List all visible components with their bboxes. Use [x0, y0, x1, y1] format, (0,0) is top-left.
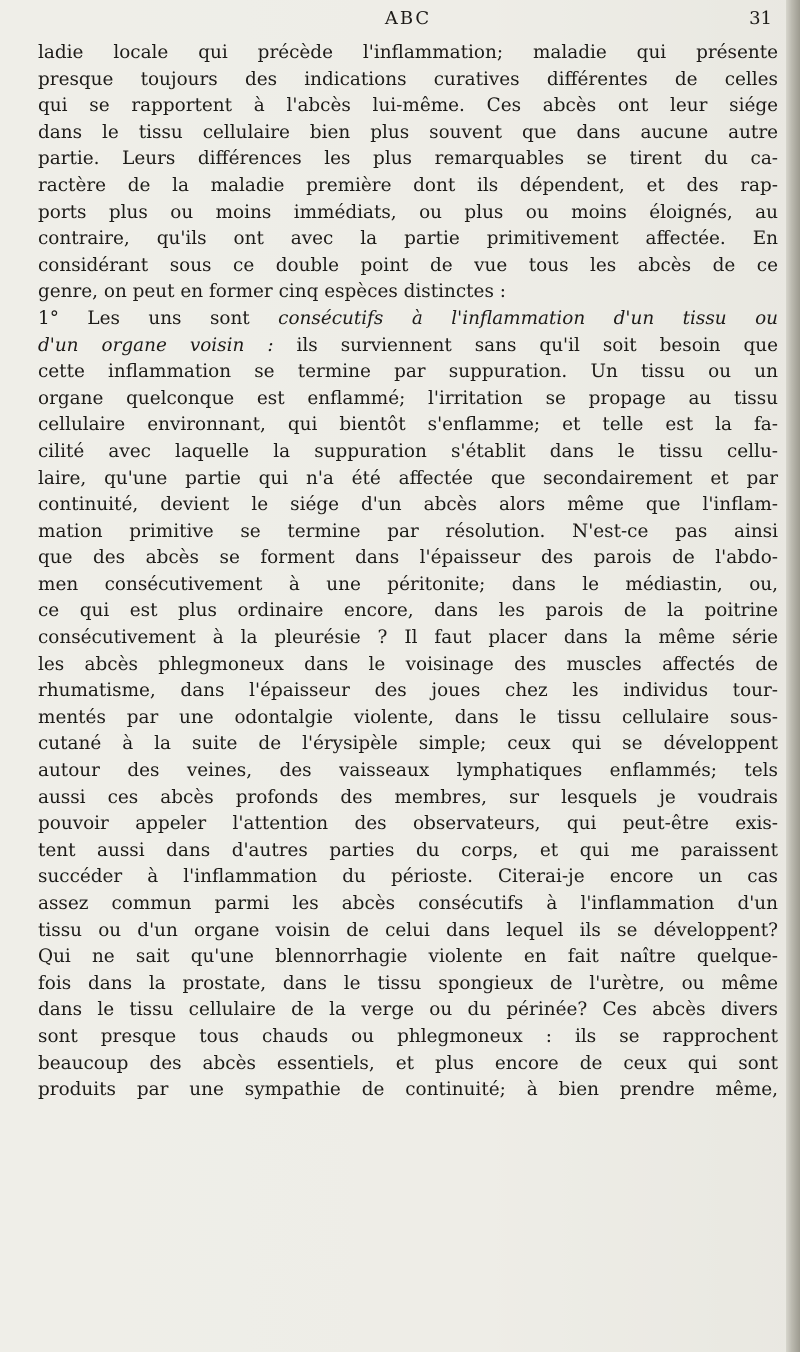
text-segment: ils surviennent sans qu'il soit besoin que: [273, 334, 779, 356]
text-line: mentés par une odontalgie violente, dans le tissu cellulaire sous-: [38, 706, 778, 728]
text-line: tent aussi dans d'autres parties du corps, et qui me paraissent: [38, 839, 778, 861]
page-number: 31: [749, 8, 772, 29]
text-line: produits par une sympathie de continuité; à bien prendre même,: [38, 1079, 778, 1101]
italic-text-segment: consécutifs à l'inflammation d'un tissu ou: [278, 307, 779, 329]
text-line: ce qui est plus ordinaire encore, dans les parois de la poitrine: [38, 600, 778, 622]
text-line: organe quelconque est enflammé; l'irritation se propage au tissu: [38, 387, 778, 409]
text-line: mation primitive se termine par résolution. N'est-ce pas ainsi: [38, 520, 778, 542]
text-line: aussi ces abcès profonds des membres, sur lesquels je voudrais: [38, 786, 778, 808]
text-line: cilité avec laquelle la suppuration s'établit dans le tissu cellu-: [38, 440, 778, 462]
text-line: cellulaire environnant, qui bientôt s'enflamme; et telle est la fa-: [38, 414, 778, 436]
text-line: fois dans la prostate, dans le tissu spongieux de l'urètre, ou même: [38, 972, 778, 994]
text-line: rhumatisme, dans l'épaisseur des joues chez les individus tour-: [38, 680, 778, 702]
text-line: [38, 306, 778, 333]
text-line: dans le tissu cellulaire bien plus souvent que dans aucune autre: [38, 121, 778, 143]
text-line: beaucoup des abcès essentiels, et plus encore de ceux qui sont: [38, 1052, 778, 1074]
text-line: considérant sous ce double point de vue tous les abcès de ce: [38, 254, 778, 276]
text-line: ractère de la maladie première dont ils dépendent, et des rap-: [38, 174, 778, 196]
text-line: tissu ou d'un organe voisin de celui dans lequel ils se développent?: [38, 919, 778, 941]
page-header: [38, 8, 778, 34]
text-line: laire, qu'une partie qui n'a été affectée que secondairement et par: [38, 467, 778, 489]
text-line: continuité, devient le siége d'un abcès alors même que l'inflam-: [38, 494, 778, 516]
text-line: partie. Leurs différences les plus remarquables se tirent du ca-: [38, 148, 778, 170]
text-line: succéder à l'inflammation du périoste. Citerai-je encore un cas: [38, 866, 778, 888]
text-line: qui se rapportent à l'abcès lui-même. Ces abcès ont leur siége: [38, 95, 778, 117]
text-segment: 1° Les uns sont: [38, 307, 279, 329]
text-line: sont presque tous chauds ou phlegmoneux : ils se rapprochent: [38, 1025, 778, 1047]
italic-text-segment: d'un organe voisin :: [38, 334, 274, 356]
text-line: les abcès phlegmoneux dans le voisinage des muscles affectés de: [38, 653, 778, 675]
text-line: dans le tissu cellulaire de la verge ou du périnée? Ces abcès divers: [38, 999, 778, 1021]
body-text: [38, 40, 778, 1104]
text-line: pouvoir appeler l'attention des observateurs, qui peut-être exis-: [38, 813, 778, 835]
text-line: que des abcès se forment dans l'épaisseur des parois de l'abdo-: [38, 547, 778, 569]
page-binding-edge: [786, 0, 800, 1352]
text-line: contraire, qu'ils ont avec la partie primitivement affectée. En: [38, 228, 778, 250]
text-line: autour des veines, des vaisseaux lymphatiques enflammés; tels: [38, 760, 778, 782]
text-line: cette inflammation se termine par suppuration. Un tissu ou un: [38, 361, 778, 383]
text-line: cutané à la suite de l'érysipèle simple; ceux qui se développent: [38, 733, 778, 755]
text-line: presque toujours des indications curatives différentes de celles: [38, 68, 778, 90]
text-line: genre, on peut en former cinq espèces distinctes :: [38, 281, 506, 303]
text-line: ports plus ou moins immédiats, ou plus ou moins éloignés, au: [38, 201, 778, 223]
text-line: Qui ne sait qu'une blennorrhagie violente en fait naître quelque-: [38, 946, 778, 968]
text-line: assez commun parmi les abcès consécutifs à l'inflammation d'un: [38, 893, 778, 914]
running-title: ABC: [384, 8, 432, 29]
text-line: consécutivement à la pleurésie ? Il faut placer dans la même série: [38, 627, 778, 649]
text-line: ladie locale qui précède l'inflammation; maladie qui présente: [38, 42, 778, 63]
text-line: men consécutivement à une péritonite; dans le médiastin, ou,: [38, 573, 778, 595]
text-line: [38, 333, 778, 360]
